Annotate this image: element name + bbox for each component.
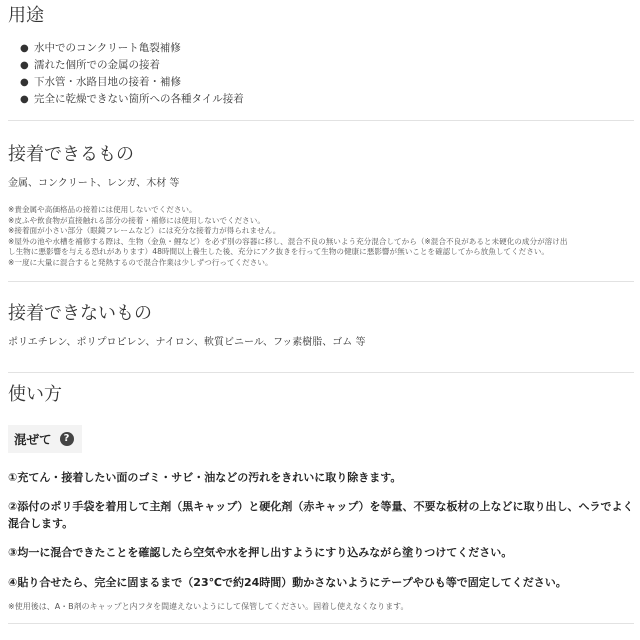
caution-notes — [8, 205, 634, 268]
bondable-title: 接着できるもの — [8, 144, 134, 165]
how-to-use-title: 使い方 — [8, 384, 62, 405]
step-3: ③均一に混合できたことを確認したら空気や水を押し出すようにすり込みながら塗りつけてください。 — [8, 546, 513, 559]
how-to-use-section — [8, 373, 634, 624]
step-1: ①充てん・接着したい面のゴミ・サビ・油などの汚れをきれいに取り除きます。 — [8, 471, 402, 484]
non-bondable-materials: ポリエチレン、ポリプロピレン、ナイロン、軟質ビニール、フッ素樹脂、ゴム 等 — [8, 337, 366, 348]
bullet-icon: ● — [20, 43, 29, 54]
caution-note: し生物に悪影響を与える恐れがあります）48時間以上養生した後、充分にアク抜きを行って生物の健康に悪影響が無いことを確認してから放魚してください。 — [8, 247, 549, 256]
usage-section — [8, 0, 634, 120]
section-divider — [8, 623, 634, 624]
caution-note: ※接着面が小さい部分（眼鏡フレームなど）には充分な接着力が得られません。 — [8, 226, 281, 235]
list-item — [20, 74, 634, 91]
bondable-materials: 金属、コンクリート、レンガ、木材 等 — [8, 178, 180, 189]
usage-item-text: 完全に乾燥できない箇所への各種タイル接着 — [34, 93, 244, 105]
bondable-section — [8, 121, 634, 281]
usage-title: 用途 — [8, 5, 44, 26]
mix-subheading-label: 混ぜて — [14, 432, 52, 447]
step-2-continued: 混合します。 — [8, 517, 74, 530]
usage-item-text: 濡れた個所での金属の接着 — [34, 59, 160, 71]
bullet-icon: ● — [20, 94, 29, 105]
usage-item-text: 水中でのコンクリート亀裂補修 — [34, 42, 181, 54]
bullet-icon: ● — [20, 77, 29, 88]
usage-item-text: 下水管・水路目地の接着・補修 — [34, 76, 181, 88]
caution-note: ※貴金属や高価格品の接着には使用しないでください。 — [8, 205, 197, 214]
caution-note: ※一度に大量に混合すると発熱するので混合作業は少しずつ行ってください。 — [8, 257, 273, 267]
step-4: ④貼り合せたら、完全に固まるまで（23℃で約24時間）動かさないようにテープやひも等で固定してください。 — [8, 576, 567, 589]
storage-note: ※使用後は、A・B剤のキャップと内フタを間違えないようにして保管してください。固着し使えなくなります。 — [8, 602, 409, 611]
mix-subheading — [8, 425, 82, 453]
caution-note: ※屋外の池や水槽を補修する際は、生物（金魚・鯉など）を必ず別の容器に移し、混合不良の無いよう充分混合してから（※混合不良があると未硬化の成分が溶け出 — [8, 236, 568, 246]
caution-note: ※皮ふや飲食物が直接触れる部分の接着・補修には使用しないでください。 — [8, 215, 265, 225]
bullet-icon: ● — [20, 60, 29, 71]
list-item — [20, 91, 634, 108]
list-item — [20, 40, 634, 57]
help-icon[interactable]: ? — [60, 432, 74, 446]
non-bondable-title: 接着できないもの — [8, 303, 152, 324]
list-item — [20, 57, 634, 74]
non-bondable-section — [8, 282, 634, 372]
step-2: ②添付のポリ手袋を着用して主剤（黒キャップ）と硬化剤（赤キャップ）を等量、不要な板材の上などに取り出し、ヘラでよく — [8, 500, 634, 513]
usage-list — [8, 40, 634, 108]
